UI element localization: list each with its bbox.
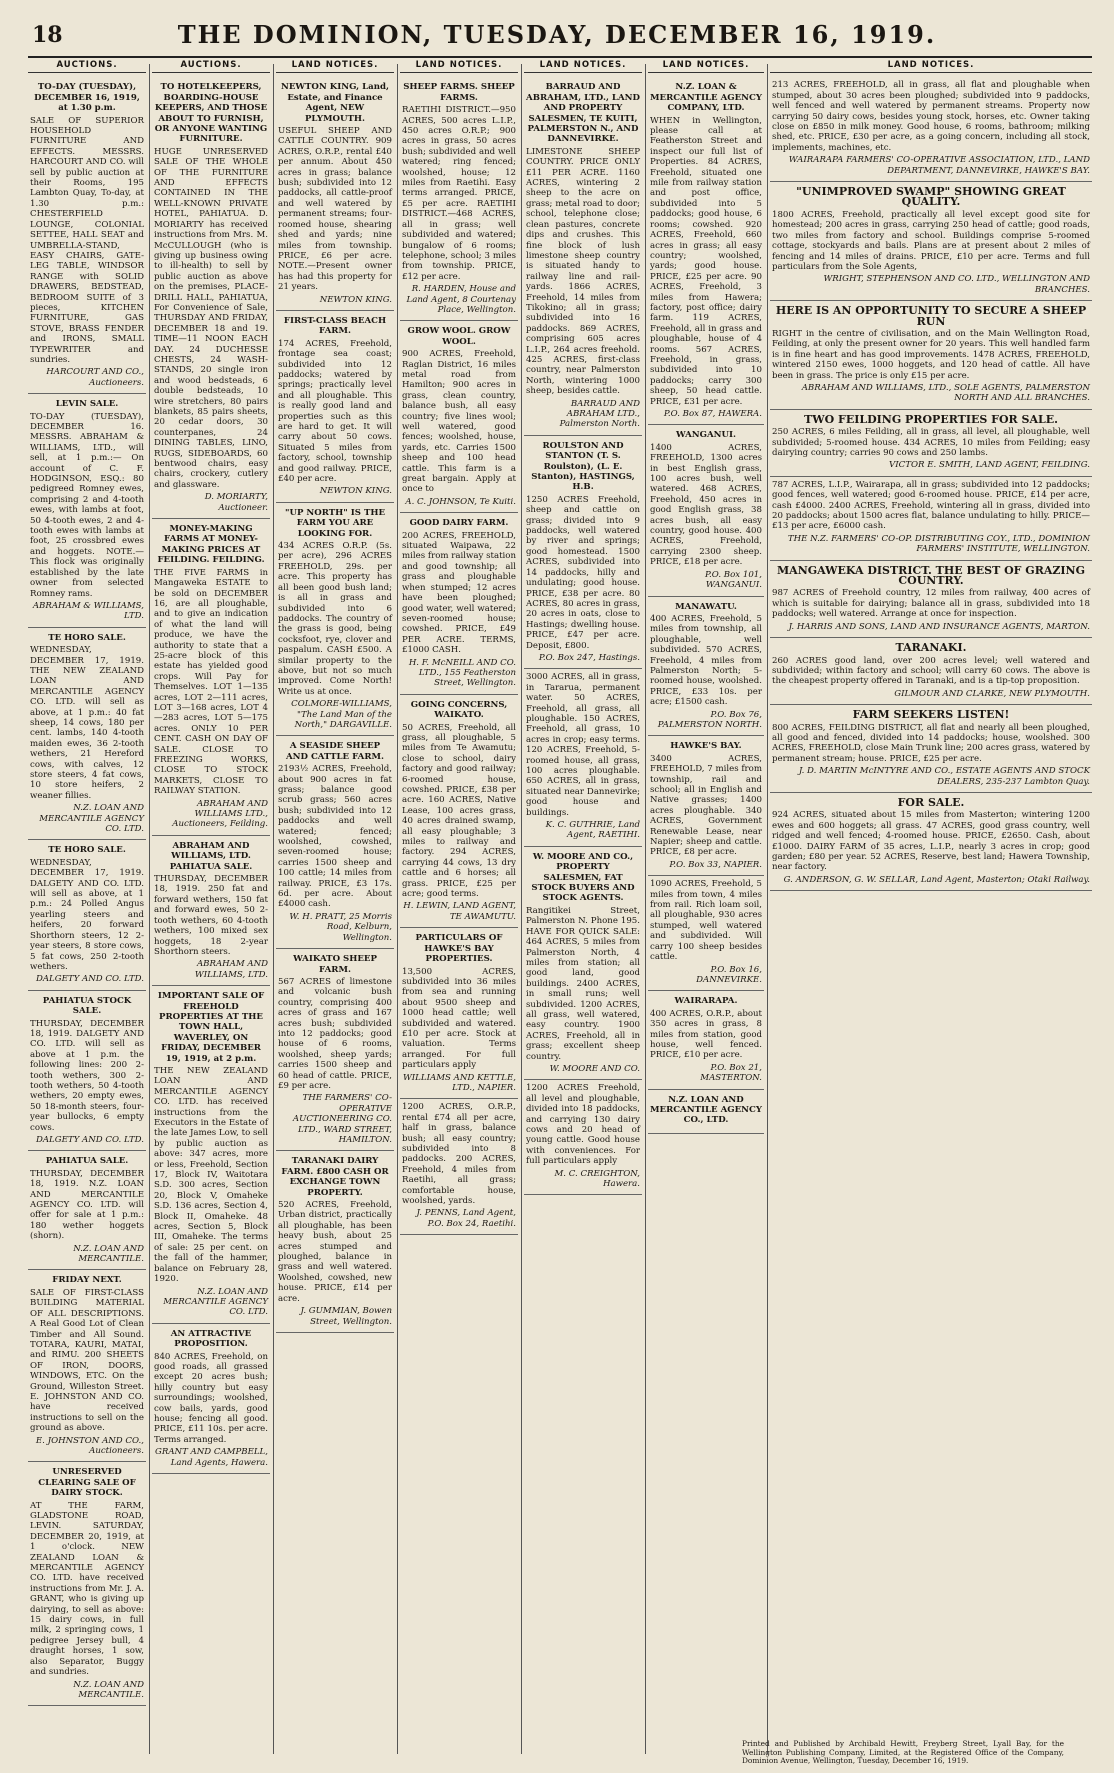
- ad-body: 200 ACRES, FREEHOLD, situated Waipawa, 22 miles from railway station and good township; all grass and ploughable when stumped; 12 acres have been ploughed; good water, well watered; seven-roomed house; cowshed. PRICE, £49 PER ACRE. TERMS, £1000 CASH.: [402, 530, 516, 656]
- ad-heading: PAHIATUA STOCK SALE.: [42, 995, 132, 1017]
- ad-signature: P.O. Box 247, Hastings.: [538, 652, 640, 663]
- ad-heading: TO-DAY (TUESDAY), DECEMBER 16, 1919, at 1.30 p.m.: [34, 82, 140, 114]
- ad-signature: P.O. Box 76, PALMERSTON NORTH.: [657, 709, 762, 730]
- ad-heading: FOR SALE.: [897, 795, 965, 809]
- column-2: [152, 60, 270, 1758]
- advertisement: [648, 991, 764, 1089]
- ad-body: WEDNESDAY, DECEMBER 17, 1919. THE NEW ZEALAND LOAN AND MERCANTILE AGENCY CO. LTD. will sell as above, at 1 p.m.: 40 fat sheep, 14 cows, 180 per cent. lambs, 140 4-tooth maiden ewes, 36 2-tooth wethers, 21 Hereford cows, with calves, 12 store steers, 4 fat cows, 10 store heifers, 2 weaner fillies.: [30, 645, 144, 801]
- ad-signature: N.Z. LOAN AND MERCANTILE AGENCY CO. LTD.: [39, 803, 144, 835]
- ad-body: RAETIHI DISTRICT.—950 ACRES, 500 acres L.I.P., 450 acres O.R.P.; 900 acres in grass, 50 acres bush; subdivided and well watered; ring fenced; woolshed, house; 12 miles from Raetihi. Easy terms arranged. PRICE, £5 per acre. RAETIHI DISTRICT.—468 ACRES, all in grass; well subdivided and watered; bungalow of 6 rooms; telephone, school; 3 miles from township. PRICE, £12 per acre.: [402, 105, 516, 282]
- advertisement: [28, 77, 146, 394]
- advertisement: [770, 793, 1092, 891]
- ad-signature: R. HARDEN, House and Land Agent, 8 Courtenay Place, Wellington.: [406, 284, 516, 315]
- ad-body: 1090 ACRES, Freehold, 5 miles from town, 4 miles from rail. Rich loam soil, all ploughable, 930 acres stumped, well watered and subdivided. Will carry 100 sheep besides cattle.: [650, 879, 762, 963]
- ad-heading: GROW WOOL. GROW WOOL.: [407, 326, 511, 347]
- ad-heading: GOOD DAIRY FARM.: [409, 518, 509, 529]
- ad-signature: W. MOORE AND CO.: [549, 1063, 640, 1074]
- advertisement: [770, 477, 1092, 561]
- column-divider: [645, 64, 646, 1754]
- ad-heading: UNRESERVED CLEARING SALE OF DAIRY STOCK.: [38, 1467, 136, 1499]
- ad-signature: N.Z. LOAN AND MERCANTILE.: [73, 1243, 144, 1265]
- ad-signature: E. JOHNSTON AND CO., Auctioneers.: [35, 1435, 144, 1456]
- ad-heading: TWO FEILDING PROPERTIES FOR SALE.: [804, 412, 1058, 426]
- ad-body: 250 ACRES, 6 miles Feilding, all in grass, all level, all ploughable, well subdivided; 5-roomed house. 434 ACRES, 10 miles from Feilding; easy dairying country; carries 90 cows and 250 lambs.: [772, 427, 1090, 458]
- ad-body: WHEN in Wellington, please call at Featherston Street and inspect our full list of Properties. 84 ACRES, Freehold, situated one mile from railway station and post office, subdivided into 5 paddocks; good house, 6 rooms; cowshed. 920 ACRES, Freehold, 660 acres in grass; all easy country; woolshed, yards; good house. PRICE, £25 per acre. 90 ACRES, Freehold, 3 miles from Hawera; factory, post office; dairy farm. 119 ACRES, Freehold, all in grass and ploughable, house of 4 rooms. 567 ACRES, Freehold, in grass, subdivided into 10 paddocks; carry 300 sheep, 50 head cattle. PRICE, £31 per acre.: [650, 115, 762, 407]
- ad-heading: HERE IS AN OPPORTUNITY TO SECURE A SHEEP RUN: [775, 304, 1087, 328]
- ad-body: 800 ACRES, FEILDING DISTRICT, all flat and nearly all been ploughed, all good and fenced, divided into 14 paddocks; house, woolshed. 300 ACRES, FREEHOLD, close Main Trunk line; 200 acres grass, watered by permanent stream; house. PRICE, £25 per acre.: [772, 722, 1090, 764]
- ad-heading: FIRST-CLASS BEACH FARM.: [283, 315, 387, 337]
- ad-heading: NEWTON KING, Land, Estate, and Finance Agent, NEW PLYMOUTH.: [280, 82, 389, 124]
- advertisement: [28, 1151, 146, 1270]
- ad-body: TO-DAY (TUESDAY), DECEMBER 16. MESSRS. ABRAHAM & WILLIAMS, LTD., will sell, at 1 p.m.:— On account of C. F. HODGINSON, ESQ.: 80 pedigreed Romney ewes, comprising 2 and 4-tooth ewes, with lambs at foot, 50 4-tooth ewes, 2 and 4-tooth ewes with lambs at foot, 25 crossbred ewes and hoggets. NOTE.—This flock was originally established by the late owner from selected Romney rams.: [30, 411, 144, 599]
- ad-heading: TARANAKI.: [895, 641, 967, 655]
- advertisement: [276, 949, 394, 1151]
- ad-body: SALE OF FIRST-CLASS BUILDING MATERIAL OF ALL DESCRIPTIONS. A Real Good Lot of Clean Timber and All Sound. TOTARA, KAURI, MATAI, and RIMU. 200 SHEETS OF IRON, DOORS, WINDOWS, ETC. On the Ground, Willeston Street. E. JOHNSTON AND CO. have received instructions to sell on the ground as above.: [30, 1287, 144, 1434]
- advertisement: [28, 1462, 146, 1706]
- ad-heading: "UNIMPROVED SWAMP" SHOWING GREAT QUALITY.: [796, 185, 1066, 209]
- advertisement: [770, 301, 1092, 410]
- ad-heading: BARRAUD AND ABRAHAM, LTD., LAND AND PROPERTY SALESMEN, TE KUITI, PALMERSTON N., AND DANNEVIRKE.: [526, 82, 640, 145]
- ad-signature: WRIGHT, STEPHENSON AND CO. LTD., WELLINGTON AND BRANCHES.: [823, 274, 1090, 295]
- ad-signature: P.O. Box 33, NAPIER.: [669, 859, 762, 870]
- advertisement: [276, 736, 394, 949]
- advertisement: [770, 705, 1092, 793]
- ad-body: 13,500 ACRES, subdivided into 36 miles from sea and running about 9500 sheep and 1000 head cattle; well subdivided and watered. £10 per acre. Stock at valuation. Terms arranged. For full particulars apply: [402, 966, 516, 1071]
- ad-signature: J. GUMMIAN, Bowen Street, Wellington.: [300, 1306, 392, 1327]
- column-3: [276, 60, 394, 1758]
- ad-signature: P.O. Box 16, DANNEVIRKE.: [696, 964, 762, 985]
- ad-signature: ABRAHAM & WILLIAMS, LTD.: [32, 600, 144, 622]
- ad-signature: J. PENNS, Land Agent, P.O. Box 24, Raetihi.: [416, 1208, 516, 1229]
- ad-body: 213 ACRES, FREEHOLD, all in grass, all flat and ploughable when stumped, about 30 acres been ploughed; subdivided into 9 paddocks, well fenced and well watered by permanent streams. Property now carrying 50 dairy cows, besides young stock, horses, etc. Owner taking close on £850 in milk money. Good house, 6 rooms, bathroom; milking shed, etc. PRICE, £30 per acre, as a going concern, including all stock, implements, machines, etc.: [772, 80, 1090, 153]
- ad-heading: FRIDAY NEXT.: [52, 1275, 122, 1286]
- ad-body: THURSDAY, DECEMBER 18, 1919. N.Z. LOAN AND MERCANTILE AGENCY CO. LTD. will offer for sale at 1 p.m.: 180 wether hoggets (shorn).: [30, 1168, 144, 1242]
- ad-heading: ROULSTON AND STANTON (T. S. Roulston), (L. E. Stanton), HASTINGS, H.B.: [531, 440, 635, 493]
- ad-signature: ABRAHAM AND WILLIAMS LTD., Auctioneers, Feilding.: [172, 798, 268, 830]
- ad-body: AT THE FARM, GLADSTONE ROAD, LEVIN. SATURDAY, DECEMBER 20, 1919, at 1 o'clock. NEW ZEALAND LOAN & MERCANTILE AGENCY CO. LTD. have received instructions from Mr. J. A. GRANT, who is giving up dairying, to sell as above: 15 dairy cows, in full milk, 2 springing cows, 1 pedigree Jersey bull, 4 draught horses, 1 sow, also Separator, Buggy and sundries.: [30, 1500, 144, 1678]
- ad-signature: N.Z. LOAN AND MERCANTILE AGENCY CO. LTD.: [163, 1286, 268, 1318]
- masthead-rule: [28, 56, 1092, 58]
- advertisement: [524, 669, 642, 847]
- ad-body: USEFUL SHEEP AND CATTLE COUNTRY. 909 ACRES, O.R.P., rental £40 per annum. About 450 acres in grass; balance bush; subdivided into 12 paddocks, all cattle-proof and well watered by permanent streams; four-roomed house, shearing shed and yards; nine miles from township. PRICE, £6 per acre. NOTE.—Present owner has had this property for 21 years.: [278, 126, 392, 293]
- ad-body: 840 ACRES, Freehold, on good roads, all grassed except 20 acres bush; hilly country but easy surroundings; woolshed, cow bails, yards, good house; fencing all good. PRICE, £11 10s. per acre. Terms arranged.: [154, 1351, 268, 1445]
- ad-signature: M. C. CREIGHTON, Hawera.: [554, 1168, 640, 1190]
- ad-body: 787 ACRES, L.I.P., Wairarapa, all in grass; subdivided into 12 paddocks; good fences, well watered; good 6-roomed house. PRICE, £14 per acre, cash £4000. 2400 ACRES, Freehold, wintering all in grass, divided into 20 paddocks; about 1500 acres flat, balance undulating to hilly. PRICE—£13 per acre, £6000 cash.: [772, 479, 1090, 532]
- advertisement: [524, 436, 642, 670]
- ad-body: Rangitikei Street, Palmerston N. Phone 195. HAVE FOR QUICK SALE: 464 ACRES, 5 miles from Palmerston North, 4 miles from station; all good land, good buildings. 2400 ACRES, in small runs; well subdivided. 1200 ACRES, all grass, well watered, easy country. 1900 ACRES, Freehold, all in grass; excellent sheep country.: [526, 905, 640, 1062]
- advertisement: [648, 597, 764, 737]
- ad-signature: P.O. Box 101, WANGANUI.: [705, 569, 762, 591]
- advertisement: [648, 1090, 764, 1134]
- ad-signature: THE N.Z. FARMERS' CO-OP. DISTRIBUTING COY., LTD., DOMINION FARMERS' INSTITUTE, WELLINGTON.: [787, 533, 1090, 555]
- ad-heading: "UP NORTH" IS THE FARM YOU ARE LOOKING FOR.: [284, 507, 386, 539]
- ad-signature: WAIRARAPA FARMERS' CO-OPERATIVE ASSOCIATION, LTD., LAND DEPARTMENT, DANNEVIRKE, HAWKE'S BAY.: [788, 155, 1090, 176]
- advertisement: [152, 1324, 270, 1474]
- advertisement: [276, 311, 394, 503]
- ad-body: 1800 ACRES, Freehold, practically all level except good site for homestead; 200 acres in grass, carrying 250 head of cattle; good roads, two miles from factory and school. Buildings comprise 5-roomed cottage, stockyards and bails. Plans are at present about 2 miles of fencing and 14 miles of drains. PRICE, £10 per acre. Terms and full particulars from the Sole Agents,: [772, 209, 1090, 272]
- advertisement: [28, 840, 146, 990]
- column-6: [648, 60, 764, 1758]
- advertisement: [400, 321, 518, 513]
- ad-signature: WILLIAMS AND KETTLE, LTD., NAPIER.: [402, 1072, 516, 1093]
- ad-body: 1250 ACRES Freehold, sheep and cattle on grass; divided into 9 paddocks, well watered by river and springs; good homestead. 1500 ACRES, subdivided into 14 paddocks, hilly and undulating; good house. PRICE, £38 per acre. 80 ACRES, 80 acres in grass, 20 acres in oats, close to Hastings; dwelling house. PRICE, £47 per acre. Deposit, £800.: [526, 494, 640, 651]
- ad-body: THURSDAY, DECEMBER 18, 1919. DALGETY AND CO. LTD. will sell as above at 1 p.m. the following lines: 200 2-tooth wethers, 300 2-tooth wethers, 50 4-tooth wethers, 20 empty ewes, 50 18-month steers, four-year bullocks, 6 empty cows.: [30, 1018, 144, 1133]
- ad-body: 50 ACRES, Freehold, all grass, all ploughable, 5 miles from Te Awamutu; close to school, dairy factory and good railway; 6-roomed house, cowshed. PRICE, £38 per acre. 160 ACRES, Native Lease, 100 acres grass, 40 acres drained swamp, all easy ploughable; 3 miles to railway and factory. 294 ACRES, carrying 44 cows, 13 dry cattle and 6 horses; all grass. PRICE, £25 per acre; good terms.: [402, 722, 516, 900]
- ad-signature: HARCOURT AND CO., Auctioneers.: [46, 367, 144, 388]
- ad-signature: ABRAHAM AND WILLIAMS, LTD.: [194, 959, 268, 980]
- ad-heading: LEVIN SALE.: [55, 399, 119, 410]
- ad-heading: W. MOORE AND CO., PROPERTY SALESMEN, FAT STOCK BUYERS AND STOCK AGENTS.: [531, 851, 635, 904]
- ad-heading: MANAWATU.: [675, 601, 737, 612]
- ad-signature: H. LEWIN, LAND AGENT, TE AWAMUTU.: [403, 901, 516, 922]
- page-title: THE DOMINION, TUESDAY, DECEMBER 16, 1919.: [177, 20, 937, 49]
- advertisement: [276, 1151, 394, 1333]
- advertisement: [400, 77, 518, 321]
- advertisement: [152, 77, 270, 519]
- ad-heading: PARTICULARS OF HAWKE'S BAY PROPERTIES.: [415, 933, 503, 965]
- ad-body: THE NEW ZEALAND LOAN AND MERCANTILE AGENCY CO. LTD. has received instructions from the Executors in the Estate of the late James Low, to sell by public auction as above: 347 acres, more or less, Freehold, Section 17, Block IV, Waitotara S.D. 300 acres, Section 20, Block V, Omaheke S.D. 136 acres, Section 4, Block II, Omaheke. 48 acres, Section 5, Block III, Omaheke. The terms of sale: 25 per cent. on the fall of the hammer, balance on February 28, 1920.: [154, 1065, 268, 1285]
- advertisement: [524, 1080, 642, 1195]
- column-divider: [397, 64, 398, 1754]
- ad-heading: WANGANUI.: [676, 430, 736, 441]
- ad-heading: TARANAKI DAIRY FARM. £800 CASH OR EXCHANGE TOWN PROPERTY.: [281, 1156, 389, 1198]
- advertisement: [152, 836, 270, 986]
- ad-signature: A. C. JOHNSON, Te Kuiti.: [405, 496, 516, 507]
- ad-heading: PAHIATUA SALE.: [45, 1156, 129, 1167]
- ad-heading: WAIKATO SHEEP FARM.: [293, 954, 377, 975]
- ad-body: 260 ACRES good land, over 200 acres level; well watered and subdivided; within factory and school; will carry 60 cows. The above is the cheapest property offered in Taranaki, and is a tip-top proposition.: [772, 655, 1090, 687]
- advertisement: [400, 928, 518, 1099]
- ad-body: 900 ACRES, Freehold, Raglan District, 16 miles metal road from Hamilton; 900 acres in grass, clean country, balance bush, all easy country; five lines wool; well watered, good fences; woolshed, house, yards, etc. Carries 1500 sheep and 100 head cattle. This farm is a great bargain. Apply at once to: [402, 349, 516, 495]
- ad-signature: J. HARRIS AND SONS, LAND AND INSURANCE AGENTS, MARTON.: [788, 621, 1090, 632]
- ad-heading: TO HOTELKEEPERS, BOARDING-HOUSE KEEPERS, AND THOSE ABOUT TO FURNISH, OR ANYONE WANTING FURNITURE.: [154, 82, 268, 145]
- ad-body: 400 ACRES, O.R.P., about 350 acres in grass, 8 miles from station, good house, well fenced. PRICE, £10 per acre.: [650, 1008, 762, 1061]
- column-divider: [521, 64, 522, 1754]
- advertisement: [28, 628, 146, 841]
- advertisement: [648, 736, 764, 876]
- ad-signature: J. D. MARTIN McINTYRE AND CO., ESTATE AGENTS AND STOCK DEALERS, 235-237 Lambton Quay.: [798, 766, 1090, 787]
- advertisement: [770, 410, 1092, 477]
- ad-body: 987 ACRES of Freehold country, 12 miles from railway, 400 acres of which is suitable for dairying; balance all in grass, subdivided into 18 paddocks; well watered. Arrange at once for inspection.: [772, 588, 1090, 620]
- advertisement: [400, 513, 518, 695]
- ad-body: 924 ACRES, situated about 15 miles from Masterton; wintering 1200 ewes and 600 hoggets; all grass. 47 ACRES, good grass country, well ridged and well fenced; 4-roomed house. PRICE, £2650. Cash, about £1000. DAIRY FARM of 35 acres, L.I.P., nearly 3 acres in crop; good garden; £80 per year. 52 ACRES, Reserve, best land; Hawera Township, near factory.: [772, 810, 1090, 873]
- advertisement: [152, 519, 270, 836]
- ad-body: 434 ACRES O.R.P. (5s. per acre), 296 ACRES FREEHOLD, 29s. per acre. This property has all been good bush land; is all in grass and subdivided into 6 paddocks. The country of the grass is good, being cocksfoot, rye, clover and paspalum. CASH £500. A similar property to the above, but not so much improved. Come North! Write us at once.: [278, 541, 392, 697]
- ad-heading: ABRAHAM AND WILLIAMS, LTD. PAHIATUA SALE.: [169, 840, 253, 872]
- advertisement: [28, 1270, 146, 1462]
- advertisement: [648, 425, 764, 596]
- advertisement: [28, 991, 146, 1152]
- page-number: 18: [32, 22, 63, 48]
- ad-heading: TE HORO SALE.: [48, 845, 126, 856]
- column-heading: LAND NOTICES.: [770, 60, 1092, 73]
- ad-heading: A SEASIDE SHEEP AND CATTLE FARM.: [286, 741, 384, 762]
- ad-body: 1200 ACRES Freehold, all level and ploughable, divided into 18 paddocks, and carrying 130 dairy cows and 20 head of young cattle. Good house with conveniences. For full particulars apply: [526, 1083, 640, 1167]
- ad-signature: D. MORIARTY, Auctioneer.: [204, 492, 268, 513]
- ad-heading: HAWKE'S BAY.: [670, 741, 742, 752]
- column-heading: LAND NOTICES.: [400, 60, 518, 73]
- ad-signature: W. H. PRATT, 25 Morris Road, Kelburn, Wellington.: [289, 911, 392, 943]
- column-7: [770, 60, 1092, 1758]
- column-divider: [149, 64, 150, 1754]
- ad-body: RIGHT in the centre of civilisation, and on the Main Wellington Road, Feilding, at only the present owner for 20 years. This well handled farm is in fine heart and has good improvements. 1478 ACRES, FREEHOLD, wintered 2150 ewes, 1000 hoggets, and 120 head of cattle. All have been in grass. The price is only £15 per acre.: [772, 328, 1090, 381]
- ad-signature: GILMOUR AND CLARKE, NEW PLYMOUTH.: [894, 688, 1090, 699]
- ad-signature: ABRAHAM AND WILLIAMS, LTD., SOLE AGENTS, PALMERSTON NORTH AND ALL BRANCHES.: [801, 382, 1090, 404]
- ad-heading: MONEY-MAKING FARMS AT MONEY-MAKING PRICES AT FEILDING. FEILDING.: [157, 524, 265, 566]
- ad-body: 520 ACRES, Freehold, Urban district, practically all ploughable, has been heavy bush, about 25 acres stumped and ploughed, balance in grass and well watered. Woolshed, cowshed, new house. PRICE, £14 per acre.: [278, 1200, 392, 1304]
- ad-heading: SHEEP FARMS. SHEEP FARMS.: [403, 82, 515, 103]
- ad-signature: P.O. Box 87, HAWERA.: [663, 409, 762, 419]
- column-1: [28, 60, 146, 1758]
- ad-heading: GOING CONCERNS, WAIKATO.: [410, 699, 508, 721]
- ad-heading: TE HORO SALE.: [48, 632, 126, 643]
- ad-body: 174 ACRES, Freehold, frontage sea coast; subdivided into 12 paddocks; watered by springs; practically level and all ploughable. This is really good land and properties such as this are hard to get. It will carry about 50 cows. Situated 5 miles from factory, school, township and good railway. PRICE, £40 per acre.: [278, 338, 392, 485]
- advertisement: [770, 77, 1092, 182]
- ad-body: 1400 ACRES, FREEHOLD, 1300 acres in best English grass, 100 acres bush, well watered. 468 ACRES, Freehold, 450 acres in good English grass, 38 acres bush, all easy country, good house. 400 ACRES, Freehold, carrying 2300 sheep. PRICE, £18 per acre.: [650, 442, 762, 568]
- ad-signature: NEWTON KING.: [319, 294, 392, 305]
- advertisement: [770, 182, 1092, 301]
- ad-heading: AN ATTRACTIVE PROPOSITION.: [170, 1328, 252, 1350]
- ad-heading: FARM SEEKERS LISTEN!: [852, 708, 1010, 722]
- ad-body: SALE OF SUPERIOR HOUSEHOLD FURNITURE AND EFFECTS. MESSRS. HARCOURT AND CO. will sell by public auction at their Rooms, 195 Lambton Quay, To-day, at 1.30 p.m.: CHESTERFIELD LOUNGE, COLONIAL SETTEE, HALL SEAT and UMBRELLA-STAND, EASY CHAIRS, GATE-LEG TABLE, WINDSOR RANGE with SOLID DRAWERS, BEDSTEAD, BEDROOM SUITE of 3 pieces, KITCHEN FURNITURE, GAS STOVE, BRASS FENDER and IRONS, SMALL TYPEWRITER and sundries.: [30, 115, 144, 365]
- column-heading: LAND NOTICES.: [648, 60, 764, 73]
- columns-area: [28, 60, 1092, 1758]
- advertisement: [770, 638, 1092, 705]
- ad-signature: K. C. GUTHRIE, Land Agent, RAETIHI.: [545, 820, 640, 841]
- ad-signature: P.O. Box 21, MASTERTON.: [700, 1062, 762, 1084]
- column-heading: LAND NOTICES.: [276, 60, 394, 73]
- ad-signature: G. ANDERSON, G. W. SELLAR, Land Agent, Masterton; Otaki Railway.: [783, 874, 1090, 885]
- ad-signature: THE FARMERS' CO-OPERATIVE AUCTIONEERING CO. LTD., WARD STREET, HAMILTON.: [292, 1093, 392, 1145]
- ad-signature: GRANT AND CAMPBELL, Land Agents, Hawera.: [155, 1447, 268, 1468]
- ad-body: WEDNESDAY, DECEMBER 17, 1919. DALGETY AND CO. LTD. will sell as above, at 1 p.m.: 24 Polled Angus yearling steers and heifers, 20 forward Shorthorn steers, 12 2-year steers, 8 store cows, 5 fat cows, 250 2-tooth wethers.: [30, 857, 144, 972]
- advertisement: [152, 986, 270, 1324]
- ad-signature: DALGETY AND CO. LTD.: [35, 974, 144, 985]
- ad-body: 3400 ACRES, FREEHOLD, 7 miles from township, rail and school; all in English and Native grasses; 1400 acres ploughable. 340 ACRES, Government Renewable Lease, near Napier; sheep and cattle. PRICE, £8 per acre.: [650, 753, 762, 858]
- ad-body: 1200 ACRES, O.R.P., rental £74 all per acre, half in grass, balance bush; all easy country; subdivided into 8 paddocks. 200 ACRES, Freehold, 4 miles from Raetihi, all grass; comfortable house, woolshed, yards.: [402, 1102, 516, 1207]
- advertisement: [400, 695, 518, 929]
- ad-signature: BARRAUD AND ABRAHAM LTD., Palmerston North.: [559, 398, 640, 430]
- ad-body: THURSDAY, DECEMBER 18, 1919. 250 fat and forward wethers, 150 fat and forward ewes, 50 2-tooth wethers, 60 4-tooth wethers, 100 mixed sex hoggets, 18 2-year Shorthorn steers.: [154, 874, 268, 957]
- advertisement: [648, 876, 764, 991]
- ad-body: 3000 ACRES, all in grass, in Tararua, permanent water. 50 ACRES, Freehold, all grass, all ploughable. 150 ACRES, Freehold, all grass, 10 acres in crop; easy terms. 120 ACRES, Freehold, 5-roomed house, all grass, 100 acres ploughable. 650 ACRES, all in grass, situated near Dannevirke; good house and buildings.: [526, 672, 640, 818]
- masthead: [0, 0, 1114, 58]
- imprint-footer: Printed and Published by Archibald Hewitt, Freyberg Street, Lyall Bay, for the Wellington Publishing Company, Limited, at the Registered Office of the Company, Dominion Avenue, Wellington, Tuesday, December 16, 1919.: [742, 1739, 1064, 1766]
- advertisement: [524, 77, 642, 435]
- column-heading: AUCTIONS.: [28, 60, 146, 73]
- column-divider: [767, 64, 768, 1754]
- ad-body: THE FIVE FARMS in Mangaweka ESTATE to be sold on DECEMBER 16, are all ploughable, and to give an indication of what the land will produce, we have the authority to state that a 25-acre block of this estate has yielded good crops. Will Pay for Themselves. LOT 1—135 acres, LOT 2—111 acres, LOT 3—168 acres, LOT 4—283 acres, LOT 5—175 acres. ONLY 10 PER CENT. CASH ON DAY OF SALE. CLOSE TO FREEZING WORKS, CLOSE TO STOCK MARKETS, CLOSE TO RAILWAY STATION.: [154, 567, 268, 797]
- ad-heading: N.Z. LOAN & MERCANTILE AGENCY COMPANY, LTD.: [650, 82, 762, 114]
- ad-signature: H. F. McNEILL AND CO. LTD., 155 Featherston Street, Wellington.: [408, 657, 516, 689]
- ad-body: 567 ACRES of limestone and volcanic bush country, comprising 400 acres of grass and 167 acres bush; subdivided into 12 paddocks; good house of 6 rooms, woolshed, sheep yards; carries 1500 sheep and 60 head of cattle. PRICE, £9 per acre.: [278, 976, 392, 1091]
- ad-body: HUGE UNRESERVED SALE OF THE WHOLE OF THE FURNITURE AND EFFECTS CONTAINED IN THE WELL-KNOWN PRIVATE HOTEL, PAHIATUA. D. MORIARTY has received instructions from Mrs. M. McCULLOUGH (who is giving up business owing to ill-health) to sell by public auction as above on the premises, PLACE-DRILL HALL, PAHIATUA, For Convenience of Sale, THURSDAY AND FRIDAY, DECEMBER 18 and 19. TIME—11 NOON EACH DAY. 24 DUCHESSE CHESTS, 24 WASH-STANDS, 20 single iron and wood bedsteads, 6 double bedsteads, 10 wire stretchers, 80 pairs blankets, 85 pairs sheets, 20 cedar doors, 30 counterpanes, 24 DINING TABLES, LINO, RUGS, SIDEBOARDS, 60 bentwood chairs, easy chairs, crockery, cutlery and glassware.: [154, 146, 268, 490]
- advertisement: [276, 77, 394, 311]
- advertisement: [28, 394, 146, 628]
- advertisement: [524, 847, 642, 1081]
- ad-signature: VICTOR E. SMITH, LAND AGENT, FEILDING.: [889, 460, 1090, 471]
- ad-heading: IMPORTANT SALE OF FREEHOLD PROPERTIES AT THE TOWN HALL, WAVERLEY, ON FRIDAY, DECEMBER 19, 1919, at 2 p.m.: [157, 991, 265, 1064]
- column-heading: AUCTIONS.: [152, 60, 270, 73]
- ad-signature: NEWTON KING.: [319, 486, 392, 497]
- ad-body: 2193½ ACRES, Freehold, about 900 acres in fat grass; balance good scrub grass; 560 acres bush; subdivided into 12 paddocks and well watered; fenced; woolshed, cowshed, seven-roomed house; carries 1500 sheep and 100 cattle; 14 miles from railway. PRICE, £3 17s. 6d. per acre. About £4000 cash.: [278, 764, 392, 910]
- ad-body: 400 ACRES, Freehold, 5 miles from township, all ploughable, well subdivided. 570 ACRES, Freehold, 4 miles from Palmerston North; 5-roomed house, woolshed. PRICE, £33 10s. per acre; £1500 cash.: [650, 613, 762, 708]
- advertisement: [648, 77, 764, 425]
- advertisement: [770, 561, 1092, 638]
- ad-body: LIMESTONE SHEEP COUNTRY. PRICE ONLY £11 PER ACRE. 1160 ACRES, wintering 2 sheep to the acre on grass; metal road to door; school, telephone close; clean pastures, concrete dips and crushes. This fine block of lush limestone sheep country is situated handy to railway line and rail-yards. 1866 ACRES, Freehold, 14 miles from Tikokino; all in grass; subdivided into 16 paddocks. 869 ACRES, comprising 605 acres L.I.P., 264 acres freehold. 425 ACRES, first-class country, near Palmerston North, wintering 1000 sheep, besides cattle.: [526, 146, 640, 397]
- column-5: [524, 60, 642, 1758]
- advertisement: [400, 1099, 518, 1235]
- ad-heading: MANGAWEKA DISTRICT. THE BEST OF GRAZING COUNTRY.: [777, 563, 1085, 588]
- column-divider: [273, 64, 274, 1754]
- ad-signature: COLMORE-WILLIAMS, "The Land Man of the North," DARGAVILLE.: [291, 699, 392, 730]
- column-heading: LAND NOTICES.: [524, 60, 642, 73]
- advertisement: [276, 503, 394, 737]
- column-4: [400, 60, 518, 1758]
- ad-signature: N.Z. LOAN AND MERCANTILE.: [73, 1679, 144, 1700]
- ad-heading: WAIRARAPA.: [674, 996, 738, 1007]
- ad-signature: DALGETY AND CO. LTD.: [35, 1135, 144, 1145]
- ad-heading: N.Z. LOAN AND MERCANTILE AGENCY CO., LTD.: [650, 1094, 762, 1126]
